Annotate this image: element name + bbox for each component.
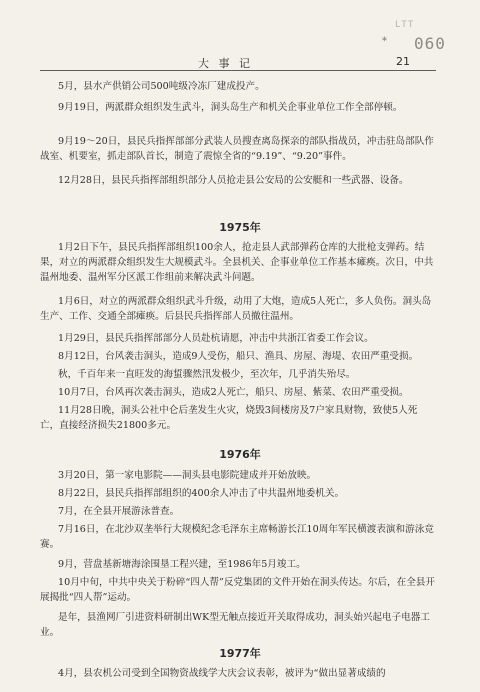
entry-paragraph: 9月，营盘基新塘海涂围垦工程兴建，至1986年5月竣工。: [58, 559, 306, 570]
entry-paragraph: 11月28日晚，洞头公社中仑后垄发生火灾，烧毁3间楼房及7户家具财物，致使5人死亡，直接经济损失21800多元。: [40, 405, 418, 431]
entry-paragraph: 12月28日，县民兵指挥部组织部分人员抢走县公安局的公安艇和一些武器、设备。: [58, 175, 409, 186]
corner-mark: LTT: [395, 20, 415, 30]
archive-stamp-number: 060: [414, 34, 446, 53]
running-header-page-number: 21: [396, 55, 410, 68]
entry-paragraph: 4月，县农机公司受到全国物资战线学大庆会议表彰，被评为“做出显著成绩的: [58, 668, 386, 679]
entry-paragraph: 8月12日，台风袭击洞头，造成9人受伤，船只、渔具、房屋、海堤、农田严重受损。: [58, 351, 419, 362]
year-heading-1975: 1975年: [219, 221, 261, 234]
entry-paragraph: 5月，县水产供销公司500吨级冷冻厂建成投产。: [58, 81, 265, 92]
entry-paragraph: 10月7日，台风再次袭击洞头，造成2人死亡，船只、房屋、紫菜、农田严重受损。: [58, 387, 409, 398]
entry-paragraph: 7月16日，在北沙双垄举行大规模纪念毛泽东主席畅游长江10周年军民横渡表演和游泳竞赛。: [40, 524, 434, 550]
entry-paragraph: 7月，在全县开展游泳普查。: [58, 506, 180, 517]
entry-paragraph: 1月6日，对立的两派群众组织武斗升级，动用了大炮，造成5人死亡，多人负伤。洞头岛生产、工作、交通全部瘫痪。后县民兵指挥部人员撤往温州。: [40, 296, 432, 322]
entry-paragraph: 10月中旬，中共中央关于粉碎“四人帮”反党集团的文件开始在洞头传达。尔后，在全县开展揭批“四人帮”运动。: [40, 577, 435, 603]
entry-paragraph: 秋，千百年来一直旺发的海蜇骤然汛发极少，至次年，几乎消失殆尽。: [58, 369, 356, 380]
entry-paragraph: 1月2日下午，县民兵指挥部组织100余人，抢走县人武部弹药仓库的大批枪支弹药。结果，对立的两派群众组织发生大规模武斗。全县机关、企事业单位工作基本瘫痪。次日，中共温州地委、温州军分区派工作组前来解决武斗问题。: [40, 242, 434, 283]
entry-paragraph: 9月19日，两派群众组织发生武斗，洞头岛生产和机关企事业单位工作全部停顿。: [58, 102, 403, 113]
entry-paragraph: 8月22日，县民兵指挥部组织的400余人冲击了中共温州地委机关。: [58, 488, 345, 499]
year-heading-1976: 1976年: [219, 448, 261, 461]
running-header-title: 大 事 记: [198, 57, 253, 70]
star-mark: *: [382, 36, 387, 47]
entry-paragraph: 3月20日，第一家电影院——洞头县电影院建成并开始放映。: [58, 470, 317, 481]
year-heading-1977: 1977年: [219, 647, 261, 660]
header-rule: [40, 70, 436, 71]
entry-paragraph: 是年，县渔网厂引进资料研制出WK型无触点接近开关取得成功，洞头始兴起电子电器工业。: [40, 612, 430, 638]
entry-paragraph: 9月19～20日，县民兵指挥部部分武装人员搜查离岛探亲的部队指战员，冲击驻岛部队作战室、机要室，抓走部队首长，制造了震惊全省的“9.19”、“9.20”事件。: [40, 136, 434, 162]
entry-paragraph: 1月29日，县民兵指挥部部分人员赴杭请愿，冲击中共浙江省委工作会议。: [58, 333, 374, 344]
